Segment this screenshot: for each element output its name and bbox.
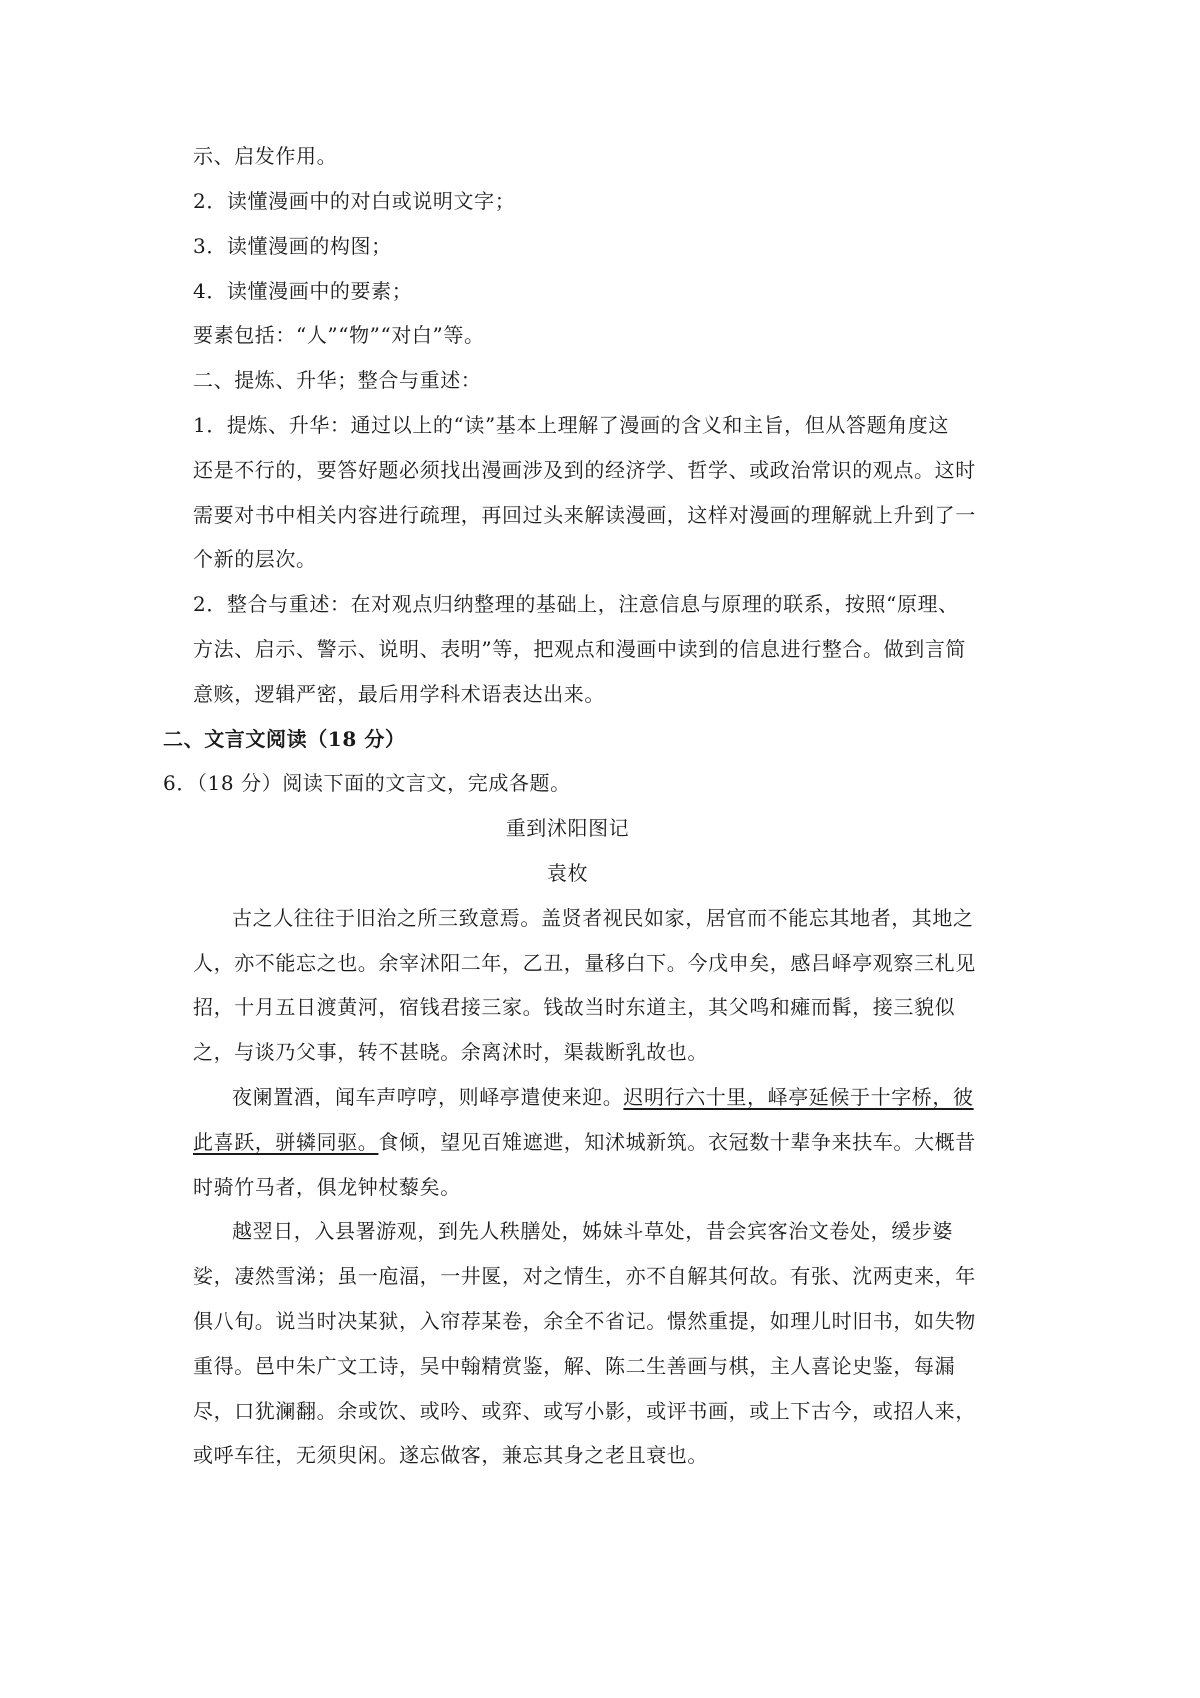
question-stem: 6．（18 分）阅读下面的文言文，完成各题。 bbox=[163, 771, 571, 795]
text-span: 食倾，望见百雉遮迣，知沭城新筑。衣冠数十辈争来扶车。大概昔 bbox=[378, 1130, 976, 1154]
paragraph-line: 时骑竹马者，俱龙钟杖藜矣。 bbox=[193, 1175, 461, 1199]
section-title: 二、文言文阅读（18 分） bbox=[163, 727, 406, 751]
paragraph-line: 之，与谈乃父事，转不甚晓。余离沭时，渠裁断乳故也。 bbox=[193, 1040, 708, 1064]
paragraph-line: 2．整合与重述：在对观点归纳整理的基础上，注意信息与原理的联系，按照“原理、 bbox=[193, 592, 959, 616]
paragraph-line: 方法、启示、警示、说明、表明”等，把观点和漫画中读到的信息进行整合。做到言简 bbox=[193, 637, 967, 661]
essay-title: 重到沭阳图记 bbox=[505, 816, 630, 840]
paragraph-line: 个新的层次。 bbox=[193, 547, 317, 571]
paragraph-line: 娑，凄然雪涕；虽一庖湢，一井匽，对之情生，亦不自解其何故。有张、沈两吏来，年 bbox=[193, 1264, 976, 1288]
list-item-4: 4．读懂漫画中的要素； bbox=[193, 279, 413, 303]
paragraph-line: 1．提炼、升华：通过以上的“读”基本上理解了漫画的含义和主旨，但从答题角度这 bbox=[193, 413, 949, 437]
paragraph-line: 越翌日，入县署游观，到先人秩膳处，姊妹斗草处，昔会宾客治文卷处，缓步婆 bbox=[232, 1219, 953, 1243]
paragraph-line: 意赅，逻辑严密，最后用学科术语表达出来。 bbox=[193, 682, 605, 706]
underlined-sentence: 迟明行六十里，峄亭延候于十字桥，彼 bbox=[623, 1085, 974, 1109]
essay-author: 袁枚 bbox=[546, 861, 589, 885]
paragraph-line: 古之人往往于旧治之所三致意焉。盖贤者视民如家，居官而不能忘其地者，其地之 bbox=[232, 906, 974, 930]
paragraph-line: 还是不行的，要答好题必须找出漫画涉及到的经济学、哲学、或政治常识的观点。这时 bbox=[193, 458, 976, 482]
elements-note: 要素包括：“人”“物”“对白”等。 bbox=[193, 323, 485, 347]
paragraph-line: 尽，口犹澜翻。余或饮、或吟、或弈、或写小影，或评书画，或上下古今，或招人来， bbox=[193, 1399, 976, 1423]
paragraph-line bbox=[193, 1130, 976, 1154]
paragraph-line: 人，亦不能忘之也。余宰沭阳二年，乙丑，量移白下。今戊申矣，感吕峄亭观察三札见 bbox=[193, 951, 976, 975]
list-item-2: 2．读懂漫画中的对白或说明文字； bbox=[193, 189, 516, 213]
paragraph-line: 重得。邑中朱广文工诗，吴中翰精赏鉴，解、陈二生善画与棋，主人喜论史鉴，每漏 bbox=[193, 1354, 956, 1378]
paragraph-line bbox=[232, 1085, 974, 1109]
paragraph-line: 或呼车往，无须臾闲。遂忘做客，兼忘其身之老且衰也。 bbox=[193, 1443, 708, 1467]
text-span: 夜阑置酒，闻车声哼哼，则峄亭遣使来迎。 bbox=[232, 1085, 624, 1109]
list-item-3: 3．读懂漫画的构图； bbox=[193, 234, 392, 258]
paragraph-line: 俱八旬。说当时决某狱，入帘荐某卷，余全不省记。憬然重提，如理儿时旧书，如失物 bbox=[193, 1309, 976, 1333]
underlined-sentence: 此喜跃，骈辚同驱。 bbox=[193, 1130, 379, 1154]
text-line: 示、启发作用。 bbox=[193, 144, 338, 168]
paragraph-line: 招，十月五日渡黄河，宿钱君接三家。钱故当时东道主，其父鸣和瘫而髯，接三貌似 bbox=[193, 995, 956, 1019]
subheading: 二、提炼、升华；整合与重述： bbox=[193, 368, 482, 392]
paragraph-line: 需要对书中相关内容进行疏理，再回过头来解读漫画，这样对漫画的理解就上升到了一 bbox=[193, 503, 976, 527]
